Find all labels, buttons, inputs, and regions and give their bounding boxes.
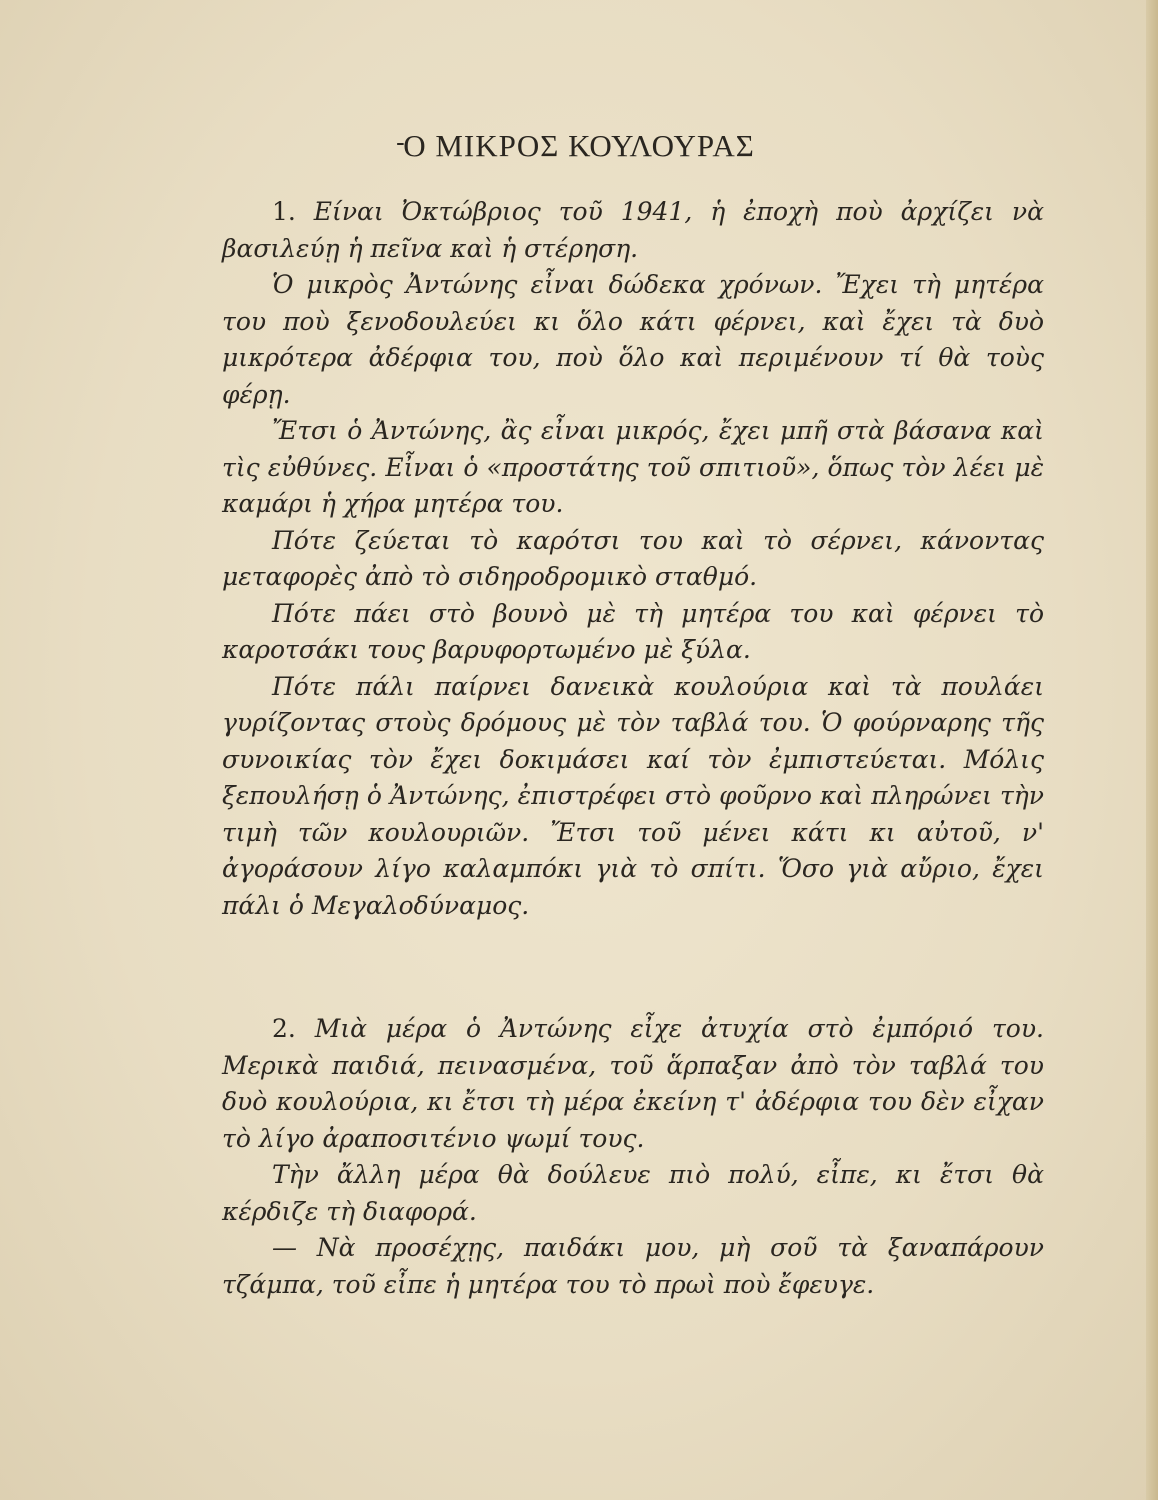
paragraph-text: Μιὰ μέρα ὁ Ἀντώνης εἶχε ἀτυχία στὸ ἐμπόριό του. Μερικὰ παιδιά, πεινασμένα, τοῦ ἅρπαξαν ἀπὸ τὸν ταβλά του δυὸ κουλούρια, κι ἔτσι τὴ μέρα ἐκείνη τ' ἀδέρφια του δὲν εἶχαν τὸ λίγο ἀραποσιτένιο ψωμί τους. [222, 1014, 1044, 1153]
page-title: Ο ΜΙΚΡΟΣ ΚΟΥΛΟΥΡΑΣ [403, 128, 755, 163]
paragraph: Ἔτσι ὁ Ἀντώνης, ἂς εἶναι μικρός, ἔχει μπῆ στὰ βάσανα καὶ τὶς εὐθύνες. Εἶναι ὁ «προστάτης τοῦ σπιτιοῦ», ὅπως τὸν λέει μὲ καμάρι ἡ χήρα μητέρα του. [222, 416, 1044, 518]
paragraph [222, 1011, 1044, 1157]
paragraph [222, 194, 1044, 267]
paragraph: Τὴν ἄλλη μέρα θὰ δούλευε πιὸ πολύ, εἶπε, κι ἔτσι θὰ κέρδιζε τὴ διαφορά. [222, 1160, 1044, 1226]
page-edge-shadow [1146, 0, 1158, 1500]
paragraph: Ὁ μικρὸς Ἀντώνης εἶναι δώδεκα χρόνων. Ἔχει τὴ μητέρα του ποὺ ξενοδουλεύει κι ὅλο κάτι φέρνει, καὶ ἔχει τὰ δυὸ μικρότερα ἀδέρφια του, ποὺ ὅλο καὶ περιμένουν τί θὰ τοὺς φέρῃ. [222, 270, 1044, 409]
paragraph-text: Είναι Ὀκτώβριος τοῦ 1941, ἡ ἐποχὴ ποὺ ἀρχίζει νὰ βασιλεύῃ ἡ πεῖνα καὶ ἡ στέρηση. [222, 197, 1044, 263]
section-1 [222, 194, 1044, 924]
paragraph: — Νὰ προσέχῃς, παιδάκι μου, μὴ σοῦ τὰ ξαναπάρουν τζάμπα, τοῦ εἶπε ἡ μητέρα του τὸ πρωὶ ποὺ ἔφευγε. [222, 1233, 1044, 1299]
section-number: 2. [272, 1014, 296, 1043]
paragraph: Πότε πάλι παίρνει δανεικὰ κουλούρια καὶ τὰ πουλάει γυρίζοντας στοὺς δρόμους μὲ τὸν ταβλά του. Ὁ φούρναρης τῆς συνοικίας τὸν ἔχει δοκιμάσει καί τὸν ἐμπιστεύεται. Μόλις ξεπουλήσῃ ὁ Ἀντώνης, ἐπιστρέφει στὸ φοῦρνο καὶ πληρώνει τὴν τιμὴ τῶν κουλουριῶν. Ἔτσι τοῦ μένει κάτι κι αὐτοῦ, ν' ἀγοράσουν λίγο καλαμπόκι γιὰ τὸ σπίτι. Ὅσο γιὰ αὔριο, ἔχει πάλι ὁ Μεγαλοδύναμος. [222, 671, 1044, 920]
paragraph: Πότε ζεύεται τὸ καρότσι του καὶ τὸ σέρνει, κάνοντας μεταφορὲς ἀπὸ τὸ σιδηροδρομικὸ σταθμό. [222, 525, 1044, 591]
section-2 [222, 1011, 1044, 1303]
section-number: 1. [272, 197, 296, 226]
title-dash: - [396, 128, 405, 158]
paragraph: Πότε πάει στὸ βουνὸ μὲ τὴ μητέρα του καὶ φέρνει τὸ καροτσάκι τους βαρυφορτωμένο μὲ ξύλα. [222, 598, 1044, 664]
